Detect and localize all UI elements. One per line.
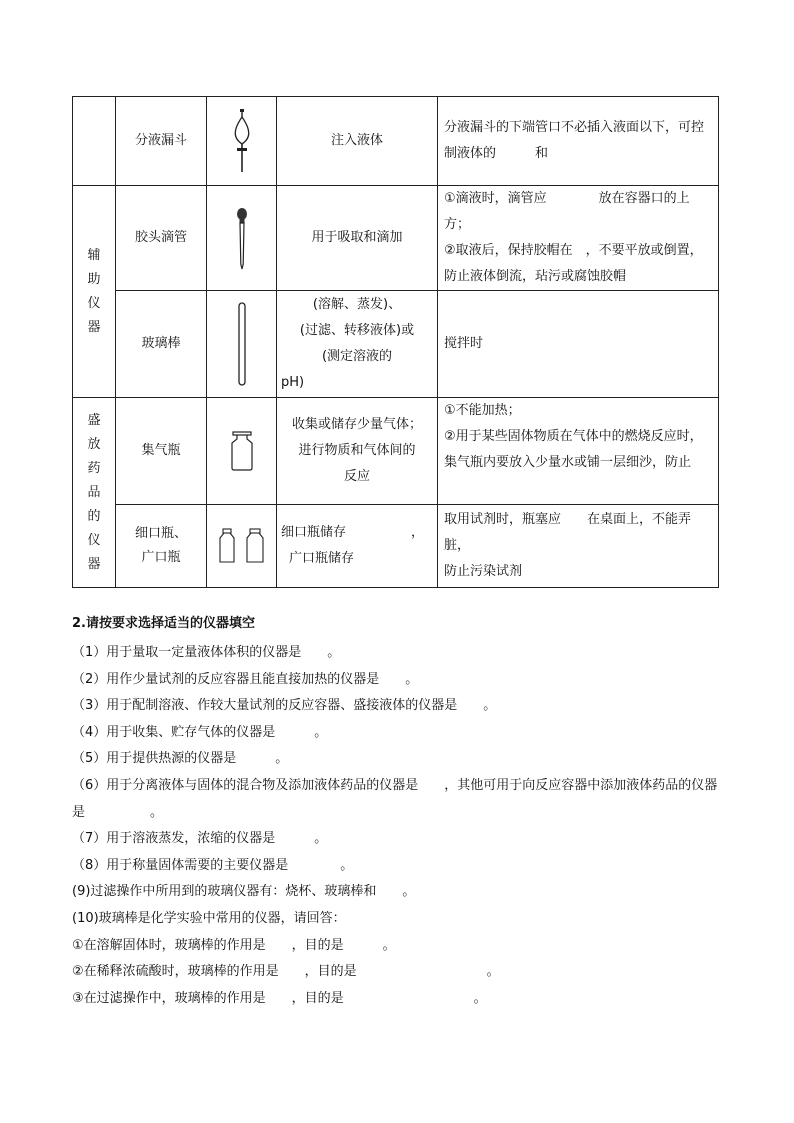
question-item: ③在过滤操作中，玻璃棒的作用是 ，目的是 。: [72, 990, 487, 1006]
usage-line: 收集或储存少量气体；: [291, 417, 422, 432]
notes-cell: [438, 186, 719, 291]
instrument-name: 集气瓶: [116, 398, 207, 505]
note-line: 取用试剂时，瓶塞应 在桌面上，不能弄脏，: [444, 512, 692, 553]
notes-cell: [438, 398, 719, 505]
question-item: （5）用于提供热源的仪器是 。: [72, 751, 289, 767]
question-item: （2）用作少量试剂的反应容器且能直接加热的仪器是 。: [72, 671, 419, 687]
note-line: 分液漏斗的下端管口不必插入液面以下，可控制液体的 和: [444, 120, 705, 161]
instrument-name: 分液漏斗: [116, 97, 207, 186]
question-item: （8）用于称量固体需要的主要仪器是 。: [72, 857, 354, 873]
usage-line: 细口瓶储存 ，: [281, 525, 425, 540]
usage-line: pH): [281, 375, 305, 390]
table-row: [73, 398, 719, 505]
note-line: 集气瓶内要放入少量水或铺一层细沙，防止: [444, 455, 692, 470]
reagent-bottles-icon: [216, 528, 268, 564]
instrument-name: [116, 505, 207, 588]
section-title: 2.请按要求选择适当的仪器填空: [72, 616, 255, 631]
question-item: （1）用于量取一定量液体体积的仪器是 。: [72, 645, 341, 660]
question-item: （7）用于溶液蒸发，浓缩的仪器是 。: [72, 831, 328, 847]
table-row: [73, 505, 719, 588]
question-item: ①在溶解固体时，玻璃棒的作用是 ，目的是 。: [72, 937, 396, 953]
note-line: ①滴液时，滴管应 放在容器口的上方；: [444, 191, 690, 232]
name-line: 广口瓶: [141, 550, 181, 565]
glass-rod-icon: [236, 301, 248, 387]
usage-line: (溶解、蒸发)、: [312, 297, 402, 312]
notes-cell: [438, 97, 719, 186]
question-item: （4）用于收集、贮存气体的仪器是 。: [72, 724, 328, 740]
dropper-icon: [234, 206, 250, 270]
question-item: （3）用于配制溶液、作较大量试剂的反应容器、盛接液体的仪器是 。: [72, 698, 497, 714]
name-line: 细口瓶、: [134, 526, 187, 541]
usage-line: (过滤、转移液体)或: [299, 323, 415, 338]
usage-cell: 用于吸取和滴加: [277, 186, 438, 291]
note-line: ②取液后，保持胶帽在 ，不要平放或倒置，: [444, 243, 703, 258]
usage-line: 进行物质和气体间的: [298, 443, 416, 458]
note-line: 防止污染试剂: [444, 564, 523, 579]
category-label: 盛放药品的仪器: [87, 412, 101, 572]
question-item: ②在稀释浓硫酸时，玻璃棒的作用是 ，目的是 。: [72, 964, 500, 980]
note-line: 防止液体倒流，玷污或腐蚀胶帽: [444, 269, 627, 284]
usage-cell: 注入液体: [277, 97, 438, 186]
note-line: ②用于某些固体物质在气体中的燃烧反应时，: [444, 429, 703, 444]
question-item: （6）用于分离液体与固体的混合物及添加液体药品的仪器是 ，其他可用于向反应容器中添加液体药品的仪器是 。: [72, 777, 718, 820]
instrument-table: [72, 96, 719, 588]
question-list: [72, 640, 727, 1012]
usage-line: 广口瓶储存: [289, 551, 355, 566]
usage-cell: [277, 505, 438, 588]
notes-cell: [438, 505, 719, 588]
usage-cell: [277, 398, 438, 505]
instrument-image: [207, 186, 277, 291]
table-row: [73, 97, 719, 186]
instrument-name: 胶头滴管: [116, 186, 207, 291]
usage-line: 反应: [343, 469, 370, 484]
usage-cell: [277, 291, 438, 398]
table-row: [73, 186, 719, 291]
category-cell: [73, 186, 116, 398]
notes-cell: [438, 291, 719, 398]
table-row: [73, 291, 719, 398]
category-cell: [73, 398, 116, 588]
usage-line: (测定溶液的: [321, 349, 393, 364]
separatory-funnel-icon: [230, 108, 254, 174]
note-line: 搅拌时: [444, 336, 484, 351]
question-item: (10)玻璃棒是化学实验中常用的仪器，请回答：: [72, 910, 346, 926]
instrument-image: [207, 97, 277, 186]
category-label: 辅助仪器: [87, 247, 101, 335]
gas-jar-icon: [229, 431, 255, 471]
instrument-image: [207, 291, 277, 398]
question-item: (9)过滤操作中所用到的玻璃仪器有：烧杯、玻璃棒和 。: [72, 884, 416, 900]
instrument-name: 玻璃棒: [116, 291, 207, 398]
instrument-image: [207, 398, 277, 505]
category-cell: [73, 97, 116, 186]
instrument-image: [207, 505, 277, 588]
note-line: ①不能加热；: [444, 403, 521, 418]
